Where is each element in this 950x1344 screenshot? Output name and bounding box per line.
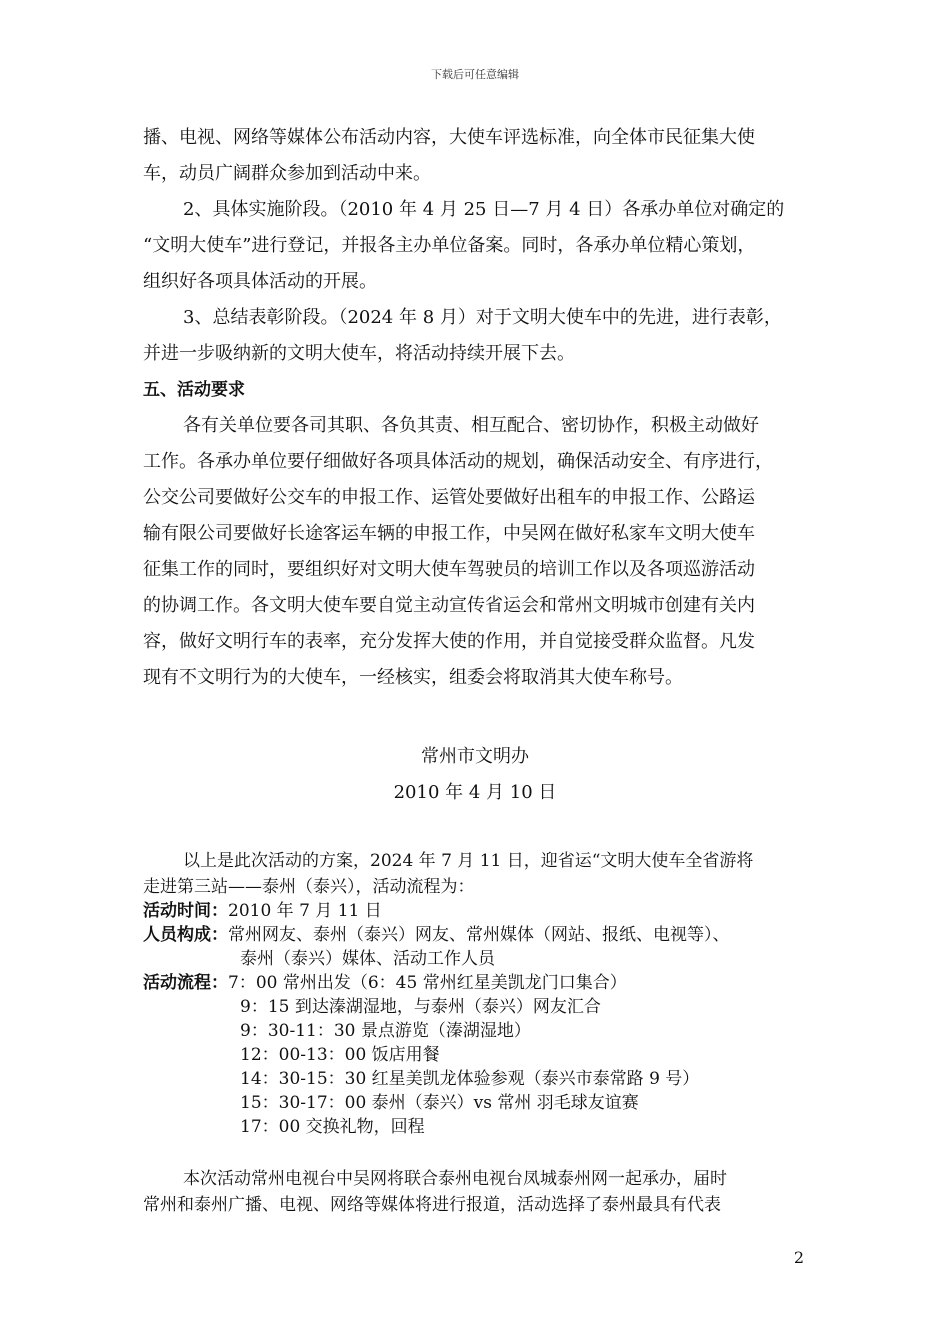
flow-item: 9：15 到达溱湖湿地，与泰州（泰兴）网友汇合 xyxy=(240,997,601,1017)
body-line: 容，做好文明行车的表率，充分发挥大使的作用，并自觉接受群众监督。凡发 xyxy=(143,631,755,652)
flow-item: 12：00-13：00 饭店用餐 xyxy=(240,1045,440,1065)
signature-org: 常州市文明办 xyxy=(421,746,529,767)
flow-item: 7：00 常州出发（6：45 常州红星美凯龙门口集合） xyxy=(228,973,627,993)
flow-item: 9：30-11：30 景点游览（溱湖湿地） xyxy=(240,1021,531,1041)
body-line: 现有不文明行为的大使车，一经核实，组委会将取消其大使车称号。 xyxy=(143,667,683,688)
schedule-people-row xyxy=(143,922,730,948)
body-line: 公交公司要做好公交车的申报工作、运管处要做好出租车的申报工作、公路运 xyxy=(143,487,755,508)
body-line: 并进一步吸纳新的文明大使车，将活动持续开展下去。 xyxy=(143,343,575,364)
body-line: 组织好各项具体活动的开展。 xyxy=(143,271,377,292)
intro-line: 以上是此次活动的方案，2024 年 7 月 11 日，迎省运“文明大使车全省游将 xyxy=(183,851,754,871)
body-line: 工作。各承办单位要仔细做好各项具体活动的规划，确保活动安全、有序进行， xyxy=(143,451,773,472)
people-value: 常州网友、泰州（泰兴）网友、常州媒体（网站、报纸、电视等）、 xyxy=(228,925,730,945)
body-line: 的协调工作。各文明大使车要自觉主动宣传省运会和常州文明城市创建有关内 xyxy=(143,595,755,616)
schedule-flow-row xyxy=(143,970,627,996)
body-line: 3、总结表彰阶段。（2024 年 8 月）对于文明大使车中的先进，进行表彰， xyxy=(183,307,782,328)
time-label: 活动时间： xyxy=(143,901,228,921)
flow-item: 14：30-15：30 红星美凯龙体验参观（泰兴市泰常路 9 号） xyxy=(240,1069,700,1089)
flow-item: 15：30-17：00 泰州（泰兴）vs 常州 羽毛球友谊赛 xyxy=(240,1093,639,1113)
section-heading: 五、活动要求 xyxy=(143,380,245,400)
closing-line: 常州和泰州广播、电视、网络等媒体将进行报道，活动选择了泰州最具有代表 xyxy=(143,1195,721,1215)
intro-line: 走进第三站——泰州（泰兴），活动流程为： xyxy=(143,877,475,897)
body-line: 征集工作的同时，要组织好对文明大使车驾驶员的培训工作以及各项巡游活动 xyxy=(143,559,755,580)
body-line: 各有关单位要各司其职、各负其责、相互配合、密切协作，积极主动做好 xyxy=(183,415,759,436)
people-label: 人员构成： xyxy=(143,925,228,945)
body-line: 播、电视、网络等媒体公布活动内容，大使车评选标准，向全体市民征集大使 xyxy=(143,127,755,148)
body-line: 输有限公司要做好长途客运车辆的申报工作，中吴网在做好私家车文明大使车 xyxy=(143,523,755,544)
time-value: 2010 年 7 月 11 日 xyxy=(228,901,382,921)
page-header: 下载后可任意编辑 xyxy=(431,68,519,81)
closing-line: 本次活动常州电视台中吴网将联合泰州电视台凤城泰州网一起承办，届时 xyxy=(183,1169,727,1189)
flow-item: 17：00 交换礼物，回程 xyxy=(240,1117,425,1137)
signature-date: 2010 年 4 月 10 日 xyxy=(393,782,557,803)
body-line: 车，动员广阔群众参加到活动中来。 xyxy=(143,163,431,184)
schedule-time-row xyxy=(143,898,382,924)
body-line: 2、具体实施阶段。（2010 年 4 月 25 日—7 月 4 日）各承办单位对确定的 xyxy=(183,199,785,220)
page-number: 2 xyxy=(793,1248,804,1267)
flow-label: 活动流程： xyxy=(143,973,228,993)
body-line: “文明大使车”进行登记，并报各主办单位备案。同时，各承办单位精心策划， xyxy=(143,235,756,256)
people-value-cont: 泰州（泰兴）媒体、活动工作人员 xyxy=(240,949,495,969)
